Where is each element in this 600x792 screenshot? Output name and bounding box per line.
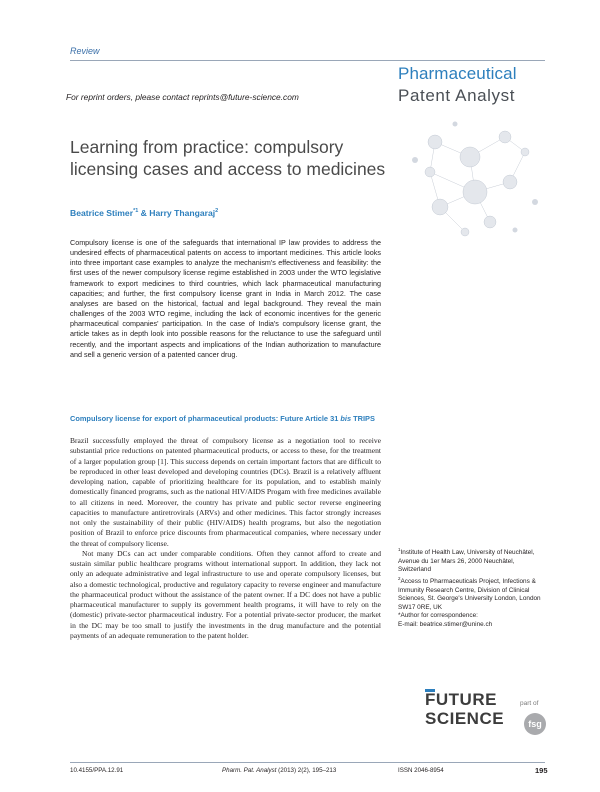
network-node bbox=[463, 180, 487, 204]
heading-text: Compulsory license for export of pharmaceutical products: Future Article 31 bbox=[70, 414, 341, 423]
author-list bbox=[70, 208, 218, 218]
network-node bbox=[461, 228, 469, 236]
network-node bbox=[432, 199, 448, 215]
future-science-logo: FUTURE SCIENCE bbox=[425, 690, 505, 728]
page-number: 195 bbox=[535, 766, 548, 775]
section-heading bbox=[70, 414, 380, 424]
journal-name-line2: Patent Analyst bbox=[398, 86, 516, 105]
bottom-rule bbox=[70, 762, 545, 763]
network-illustration bbox=[395, 112, 545, 252]
part-of-label: part of bbox=[520, 700, 539, 707]
author-name: Beatrice Stimer bbox=[70, 208, 134, 218]
correspondence-label: *Author for correspondence: bbox=[398, 612, 478, 620]
author-name: Harry Thangaraj bbox=[149, 208, 216, 218]
issn: ISSN 2046-8954 bbox=[398, 767, 444, 774]
affiliation: $^2$Access to Pharmaceuticals Project, Infections & Immunity Research Centre, Division of Clinical Sciences, St. George's University London, London SW17 0RE, UK bbox=[398, 575, 541, 611]
paragraph: Not many DCs can act under comparable conditions. Often they cannot afford to create and sustain similar public healthcare programs without international support. In addition, they lack not only an adequate administrative and legal infrastructure to use and operate compulsory licenses, but also a domestic technological, productive and regulatory capacity to reverse engineer and manufacture the pharmaceutical product without the assistance of the patent owner. If a DC does not have a public pharmaceutical manufacturer to supply its government health programs, it will have to rely on the (domestic) private-sector pharmaceutical industry. For a potential private-sector producer, the market in the DC may be too small to justify the investments in the drug manufacture and the potential payments of an adequate remuneration to the patent holder. bbox=[70, 548, 381, 640]
heading-italic: bis bbox=[340, 414, 352, 423]
author-marker: *1 bbox=[133, 208, 139, 215]
network-node bbox=[460, 147, 480, 167]
network-node bbox=[484, 216, 496, 228]
citation: Pharm. Pat. Analyst (2013) 2(2), 195–213 bbox=[222, 767, 337, 774]
top-rule bbox=[70, 60, 545, 61]
network-node bbox=[521, 148, 529, 156]
reprint-notice: For reprint orders, please contact reprints@future-science.com bbox=[66, 92, 299, 102]
network-node bbox=[503, 175, 517, 189]
affiliations bbox=[398, 546, 548, 630]
fsg-logo: fsg bbox=[524, 713, 546, 735]
affiliation: $^1$Institute of Health Law, University of Neuchâtel, Avenue du 1er Mars 26, 2000 Neuchâtel, Switzerland bbox=[398, 547, 535, 574]
author-separator: & bbox=[138, 208, 150, 218]
network-node bbox=[499, 131, 511, 143]
author-marker: 2 bbox=[215, 208, 219, 215]
doi: 10.4155/PPA.12.91 bbox=[70, 767, 124, 774]
paragraph: Brazil successfully employed the threat of compulsory license as a negotiation tool to receive substantial price reductions on patented pharmaceutical products, or access to these, for the treatment of a larger population group [1]. This success depends on certain important factors that are difficult to be reproduced in other least developed and developing countries (DCs). Brazil is a relatively affluent developing nation, capable of prioritizing healthcare for its population, and to establish mainly domestically financed programs, such as the national HIV/AIDS Progam with free medicines available to all citizens in need. Moreover, the country has private and public sector reverse engineering capacities to manufacture antiretrovirals (ARVs) and other medicines. This factor strongly increases not only the sustainability of their public (HIV/AIDS) health programs, but also the negotiation position of Brazil to enforce price discounts from pharmaceutical companies, where necessary under the threat of compulsory license. bbox=[70, 436, 381, 548]
abstract: Compulsory license is one of the safeguards that international IP law provides to address the undesired effects of pharmaceutical patents on access to important medicines. This article looks into three important case examples to analyze the mechanism's effectiveness and feasibility: the first uses of the newer compulsory license regime established in 2003 under the WTO legislative framework to export medicines to third countries, which lack pharmaceutical manufacturing capacities; and further, the first compulsory license grant in India in March 2012. The case analyses are based on the historical, factual and legal background. They reveal the main challenges of the 2003 WTO regime, including the lack of economic incentives for the generic pharmaceutical companies' participation. In the case of India's compulsory license grant, the article takes as in depth look into possible reasons for the reluctance to use the safeguard until recently, and the important aspects and implications of the Indian authorization to manufacture and sell a generic version of a patented cancer drug. bbox=[70, 238, 381, 359]
network-node bbox=[425, 167, 435, 177]
heading-text-end: TRIPS bbox=[351, 414, 375, 423]
network-node bbox=[428, 135, 442, 149]
body-text bbox=[70, 436, 381, 641]
article-title: Learning from practice: compulsory licensing cases and access to medicines bbox=[70, 137, 386, 179]
section-label: Review bbox=[70, 46, 100, 56]
journal-name-line1: Pharmaceutical bbox=[398, 64, 517, 83]
author-email: E-mail: beatrice.stimer@unine.ch bbox=[398, 621, 493, 628]
